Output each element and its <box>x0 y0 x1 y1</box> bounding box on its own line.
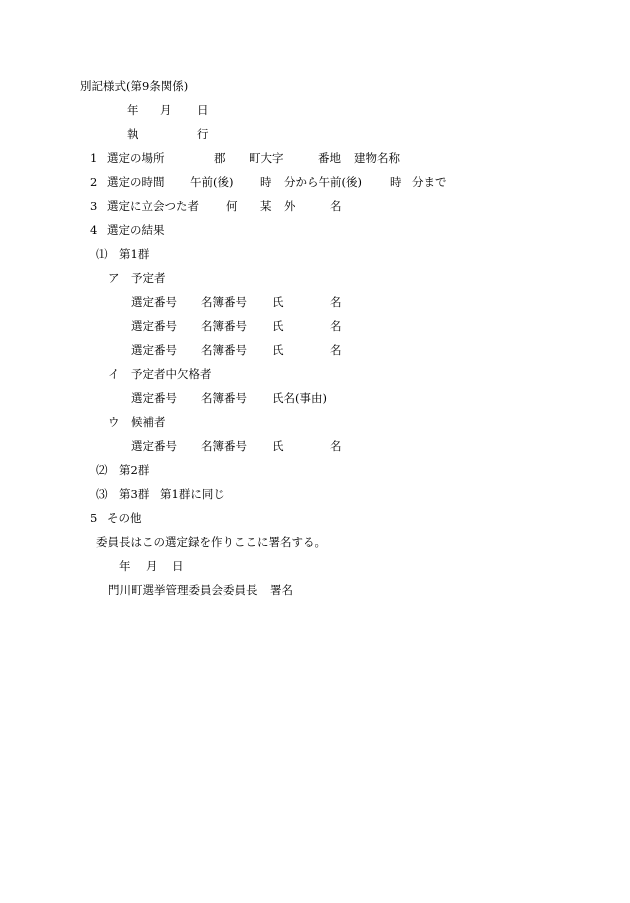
item-number: 2 <box>90 175 98 189</box>
item-field: 午前(後) <box>190 175 234 189</box>
candidate-row <box>0 343 630 357</box>
selection-number: 選定番号 <box>131 391 177 405</box>
group-label: ⑴ <box>96 247 108 261</box>
committee-chair-title: 門川町選挙管理委員会委員長 <box>108 583 258 597</box>
roll-number: 名簿番号 <box>201 391 247 405</box>
selection-number: 選定番号 <box>131 439 177 453</box>
roll-number: 名簿番号 <box>201 295 247 309</box>
roll-number: 名簿番号 <box>201 343 247 357</box>
sub-i <box>0 367 630 381</box>
item-text: その他 <box>107 511 142 525</box>
name-label: 名 <box>330 439 342 453</box>
item-field: 郡 <box>214 151 226 165</box>
conducted-char-1: 執 <box>127 127 139 141</box>
item-field: 建物名称 <box>354 151 400 165</box>
date-line <box>0 103 630 117</box>
roll-number: 名簿番号 <box>201 319 247 333</box>
item-number: 4 <box>90 223 98 237</box>
signature-label: 署名 <box>270 583 293 597</box>
candidate-row <box>0 319 630 333</box>
date-day: 日 <box>197 103 209 117</box>
selection-number: 選定番号 <box>131 319 177 333</box>
group-2 <box>0 463 630 477</box>
candidate-row <box>0 295 630 309</box>
selection-number: 選定番号 <box>131 295 177 309</box>
item-field: 番地 <box>318 151 341 165</box>
group-note: 第1群に同じ <box>160 487 225 501</box>
item-text: 選定の結果 <box>107 223 165 237</box>
roll-number: 名簿番号 <box>201 439 247 453</box>
item-2 <box>0 175 630 189</box>
date-month: 月 <box>160 103 172 117</box>
item-field: 町大字 <box>249 151 284 165</box>
group-1 <box>0 247 630 261</box>
date-month: 月 <box>146 559 158 573</box>
closing-date <box>0 559 630 573</box>
surname-label: 氏 <box>272 295 284 309</box>
item-field: 外 <box>284 199 296 213</box>
sub-label: ウ <box>108 415 120 429</box>
item-number: 3 <box>90 199 98 213</box>
date-day: 日 <box>172 559 184 573</box>
item-field: 時 <box>260 175 272 189</box>
group-label: ⑵ <box>96 463 108 477</box>
item-1 <box>0 151 630 165</box>
substitute-row <box>0 439 630 453</box>
closing-text: 委員長はこの選定録を作りここに署名する。 <box>96 535 326 549</box>
item-text: 選定の場所 <box>107 151 165 165</box>
surname-label: 氏 <box>272 439 284 453</box>
disqualified-row <box>0 391 630 405</box>
item-text: 選定の時間 <box>107 175 165 189</box>
form-heading: 別記様式(第9条関係) <box>80 79 189 93</box>
sub-label: イ <box>108 367 120 381</box>
item-field: 分から午前(後) <box>284 175 362 189</box>
surname-label: 氏 <box>272 319 284 333</box>
date-year: 年 <box>119 559 131 573</box>
item-field: 何 <box>226 199 238 213</box>
date-year: 年 <box>127 103 139 117</box>
item-4 <box>0 223 630 237</box>
item-3 <box>0 199 630 213</box>
surname-label: 氏 <box>272 343 284 357</box>
item-5 <box>0 511 630 525</box>
name-label: 名 <box>330 343 342 357</box>
group-3 <box>0 487 630 501</box>
group-text: 第1群 <box>119 247 150 261</box>
conducted-line <box>0 127 630 141</box>
sub-text: 予定者中欠格者 <box>131 367 212 381</box>
item-text: 選定に立会つた者 <box>107 199 199 213</box>
sub-text: 候補者 <box>131 415 166 429</box>
item-field: 時 <box>390 175 402 189</box>
item-number: 1 <box>90 151 98 165</box>
item-field: 分まで <box>412 175 447 189</box>
name-reason-label: 氏名(事由) <box>272 391 327 405</box>
signature-line <box>0 583 630 597</box>
name-label: 名 <box>330 319 342 333</box>
sub-a <box>0 271 630 285</box>
selection-number: 選定番号 <box>131 343 177 357</box>
sub-label: ア <box>108 271 120 285</box>
item-number: 5 <box>90 511 98 525</box>
item-field: 某 <box>260 199 272 213</box>
group-text: 第3群 <box>119 487 150 501</box>
group-label: ⑶ <box>96 487 108 501</box>
sub-u <box>0 415 630 429</box>
sub-text: 予定者 <box>131 271 166 285</box>
conducted-char-2: 行 <box>197 127 209 141</box>
group-text: 第2群 <box>119 463 150 477</box>
name-label: 名 <box>330 295 342 309</box>
item-field: 名 <box>330 199 342 213</box>
